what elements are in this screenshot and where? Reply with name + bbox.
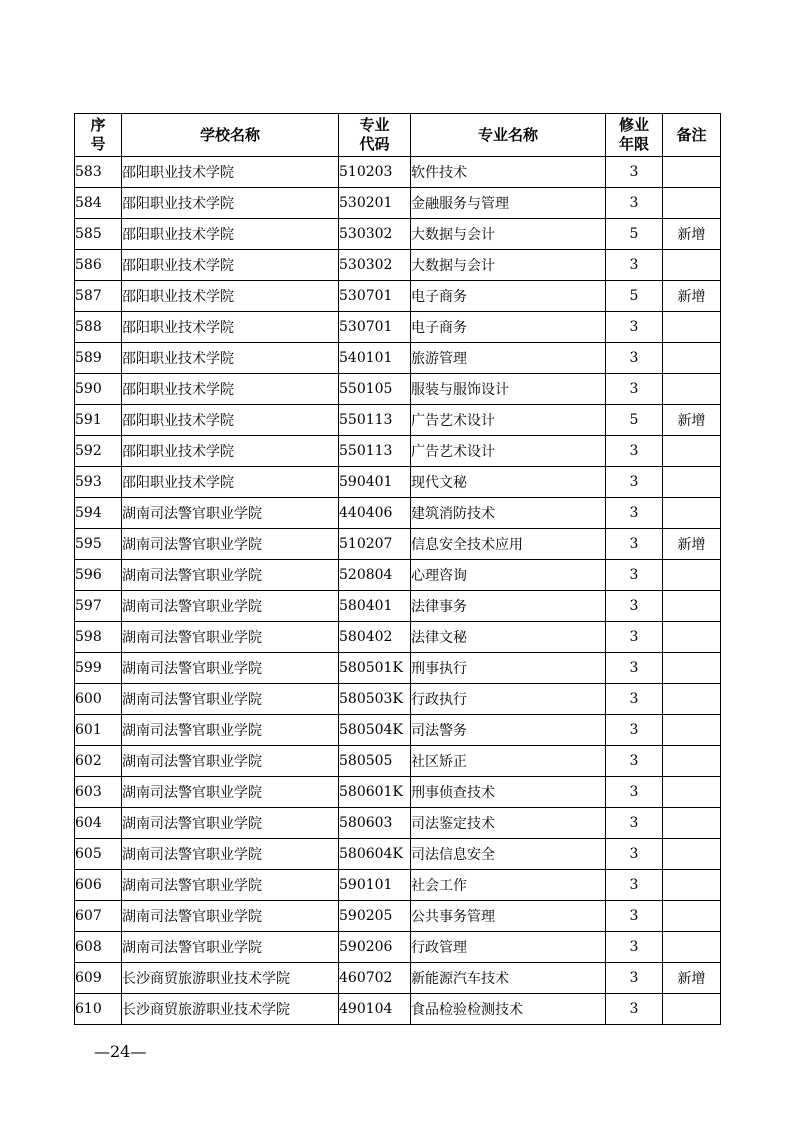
major-code-cell: 580601K	[339, 777, 411, 808]
school-name-cell: 湖南司法警官职业学院	[122, 932, 339, 963]
table-row	[75, 560, 721, 591]
major-code-cell: 550105	[339, 374, 411, 405]
major-code-cell: 580604K	[339, 839, 411, 870]
school-name-cell: 湖南司法警官职业学院	[122, 653, 339, 684]
school-name-cell: 邵阳职业技术学院	[122, 281, 339, 312]
table-row	[75, 157, 721, 188]
serial-number-cell: 601	[75, 715, 122, 746]
serial-number-cell: 600	[75, 684, 122, 715]
major-name-cell: 司法信息安全	[411, 839, 606, 870]
study-years-cell: 3	[606, 746, 663, 777]
study-years-cell: 3	[606, 529, 663, 560]
major-code-cell: 530701	[339, 312, 411, 343]
study-years-cell: 5	[606, 281, 663, 312]
header-major-code: 专业 代码	[339, 114, 411, 157]
remarks-cell	[663, 436, 721, 467]
major-name-cell: 建筑消防技术	[411, 498, 606, 529]
study-years-cell: 3	[606, 374, 663, 405]
remarks-cell	[663, 498, 721, 529]
study-years-cell: 3	[606, 901, 663, 932]
major-code-cell: 550113	[339, 405, 411, 436]
major-code-cell: 520804	[339, 560, 411, 591]
school-name-cell: 湖南司法警官职业学院	[122, 808, 339, 839]
table-row	[75, 312, 721, 343]
major-code-cell: 530701	[339, 281, 411, 312]
table-row	[75, 498, 721, 529]
major-code-cell: 580603	[339, 808, 411, 839]
remarks-cell: 新增	[663, 219, 721, 250]
page-number: —24—	[94, 1042, 147, 1061]
study-years-cell: 3	[606, 777, 663, 808]
serial-number-cell: 590	[75, 374, 122, 405]
major-code-cell: 440406	[339, 498, 411, 529]
study-years-cell: 3	[606, 715, 663, 746]
study-years-cell: 3	[606, 932, 663, 963]
remarks-cell	[663, 653, 721, 684]
major-name-cell: 旅游管理	[411, 343, 606, 374]
program-table	[74, 113, 721, 1025]
major-code-cell: 580501K	[339, 653, 411, 684]
table-row	[75, 808, 721, 839]
major-code-cell: 540101	[339, 343, 411, 374]
remarks-cell	[663, 715, 721, 746]
table-row	[75, 839, 721, 870]
school-name-cell: 长沙商贸旅游职业技术学院	[122, 963, 339, 994]
table-row	[75, 653, 721, 684]
major-name-cell: 广告艺术设计	[411, 405, 606, 436]
table-row	[75, 994, 721, 1025]
study-years-cell: 3	[606, 560, 663, 591]
major-name-cell: 司法鉴定技术	[411, 808, 606, 839]
table-row	[75, 963, 721, 994]
major-name-cell: 金融服务与管理	[411, 188, 606, 219]
serial-number-cell: 584	[75, 188, 122, 219]
table-row	[75, 901, 721, 932]
school-name-cell: 湖南司法警官职业学院	[122, 591, 339, 622]
major-name-cell: 广告艺术设计	[411, 436, 606, 467]
remarks-cell	[663, 994, 721, 1025]
major-name-cell: 社会工作	[411, 870, 606, 901]
serial-number-cell: 594	[75, 498, 122, 529]
serial-number-cell: 599	[75, 653, 122, 684]
serial-number-cell: 609	[75, 963, 122, 994]
major-code-cell: 530201	[339, 188, 411, 219]
school-name-cell: 湖南司法警官职业学院	[122, 715, 339, 746]
remarks-cell	[663, 312, 721, 343]
major-code-cell: 460702	[339, 963, 411, 994]
serial-number-cell: 592	[75, 436, 122, 467]
major-code-cell: 590401	[339, 467, 411, 498]
study-years-cell: 3	[606, 436, 663, 467]
major-name-cell: 大数据与会计	[411, 219, 606, 250]
table-row	[75, 281, 721, 312]
school-name-cell: 湖南司法警官职业学院	[122, 622, 339, 653]
remarks-cell	[663, 157, 721, 188]
school-name-cell: 邵阳职业技术学院	[122, 219, 339, 250]
school-name-cell: 湖南司法警官职业学院	[122, 560, 339, 591]
remarks-cell	[663, 839, 721, 870]
table-row	[75, 467, 721, 498]
serial-number-cell: 604	[75, 808, 122, 839]
header-school-name: 学校名称	[122, 114, 339, 157]
major-code-cell: 490104	[339, 994, 411, 1025]
serial-number-cell: 606	[75, 870, 122, 901]
major-code-cell: 590205	[339, 901, 411, 932]
major-code-cell: 510203	[339, 157, 411, 188]
school-name-cell: 邵阳职业技术学院	[122, 343, 339, 374]
major-name-cell: 软件技术	[411, 157, 606, 188]
school-name-cell: 湖南司法警官职业学院	[122, 870, 339, 901]
school-name-cell: 邵阳职业技术学院	[122, 467, 339, 498]
major-name-cell: 现代文秘	[411, 467, 606, 498]
study-years-cell: 3	[606, 622, 663, 653]
serial-number-cell: 588	[75, 312, 122, 343]
serial-number-cell: 603	[75, 777, 122, 808]
study-years-cell: 3	[606, 312, 663, 343]
serial-number-cell: 605	[75, 839, 122, 870]
serial-number-cell: 602	[75, 746, 122, 777]
school-name-cell: 湖南司法警官职业学院	[122, 746, 339, 777]
major-code-cell: 580505	[339, 746, 411, 777]
school-name-cell: 邵阳职业技术学院	[122, 405, 339, 436]
table-row	[75, 343, 721, 374]
table-row	[75, 250, 721, 281]
header-major-name: 专业名称	[411, 114, 606, 157]
major-name-cell: 公共事务管理	[411, 901, 606, 932]
table-row	[75, 219, 721, 250]
serial-number-cell: 589	[75, 343, 122, 374]
school-name-cell: 邵阳职业技术学院	[122, 188, 339, 219]
remarks-cell: 新增	[663, 405, 721, 436]
serial-number-cell: 607	[75, 901, 122, 932]
school-name-cell: 邵阳职业技术学院	[122, 157, 339, 188]
school-name-cell: 湖南司法警官职业学院	[122, 901, 339, 932]
major-name-cell: 心理咨询	[411, 560, 606, 591]
header-remarks: 备注	[663, 114, 721, 157]
major-name-cell: 刑事执行	[411, 653, 606, 684]
header-serial-number: 序 号	[75, 114, 122, 157]
table-row	[75, 622, 721, 653]
serial-number-cell: 583	[75, 157, 122, 188]
remarks-cell: 新增	[663, 281, 721, 312]
table-row	[75, 436, 721, 467]
study-years-cell: 5	[606, 405, 663, 436]
study-years-cell: 3	[606, 157, 663, 188]
table-row	[75, 188, 721, 219]
study-years-cell: 3	[606, 250, 663, 281]
serial-number-cell: 597	[75, 591, 122, 622]
table-row	[75, 591, 721, 622]
school-name-cell: 长沙商贸旅游职业技术学院	[122, 994, 339, 1025]
major-code-cell: 580504K	[339, 715, 411, 746]
major-code-cell: 580401	[339, 591, 411, 622]
remarks-cell	[663, 684, 721, 715]
major-code-cell: 590101	[339, 870, 411, 901]
serial-number-cell: 591	[75, 405, 122, 436]
major-code-cell: 530302	[339, 250, 411, 281]
serial-number-cell: 608	[75, 932, 122, 963]
major-code-cell: 590206	[339, 932, 411, 963]
remarks-cell	[663, 188, 721, 219]
study-years-cell: 3	[606, 343, 663, 374]
major-name-cell: 法律事务	[411, 591, 606, 622]
serial-number-cell: 593	[75, 467, 122, 498]
major-code-cell: 510207	[339, 529, 411, 560]
study-years-cell: 3	[606, 994, 663, 1025]
major-code-cell: 580503K	[339, 684, 411, 715]
major-name-cell: 司法警务	[411, 715, 606, 746]
study-years-cell: 3	[606, 467, 663, 498]
major-name-cell: 大数据与会计	[411, 250, 606, 281]
study-years-cell: 3	[606, 870, 663, 901]
study-years-cell: 3	[606, 498, 663, 529]
table-row	[75, 932, 721, 963]
school-name-cell: 邵阳职业技术学院	[122, 374, 339, 405]
table-row	[75, 746, 721, 777]
major-name-cell: 法律文秘	[411, 622, 606, 653]
study-years-cell: 3	[606, 839, 663, 870]
table-row	[75, 715, 721, 746]
remarks-cell	[663, 374, 721, 405]
serial-number-cell: 586	[75, 250, 122, 281]
school-name-cell: 湖南司法警官职业学院	[122, 529, 339, 560]
table-row	[75, 529, 721, 560]
table-row	[75, 870, 721, 901]
serial-number-cell: 598	[75, 622, 122, 653]
study-years-cell: 3	[606, 653, 663, 684]
serial-number-cell: 587	[75, 281, 122, 312]
major-name-cell: 服装与服饰设计	[411, 374, 606, 405]
serial-number-cell: 596	[75, 560, 122, 591]
serial-number-cell: 585	[75, 219, 122, 250]
school-name-cell: 湖南司法警官职业学院	[122, 777, 339, 808]
study-years-cell: 5	[606, 219, 663, 250]
table-row	[75, 374, 721, 405]
table-row	[75, 405, 721, 436]
major-code-cell: 580402	[339, 622, 411, 653]
remarks-cell	[663, 560, 721, 591]
school-name-cell: 湖南司法警官职业学院	[122, 684, 339, 715]
remarks-cell: 新增	[663, 529, 721, 560]
major-code-cell: 550113	[339, 436, 411, 467]
study-years-cell: 3	[606, 808, 663, 839]
school-name-cell: 湖南司法警官职业学院	[122, 839, 339, 870]
table-row	[75, 684, 721, 715]
major-name-cell: 新能源汽车技术	[411, 963, 606, 994]
remarks-cell	[663, 901, 721, 932]
major-name-cell: 信息安全技术应用	[411, 529, 606, 560]
major-name-cell: 食品检验检测技术	[411, 994, 606, 1025]
remarks-cell: 新增	[663, 963, 721, 994]
school-name-cell: 邵阳职业技术学院	[122, 250, 339, 281]
major-name-cell: 社区矫正	[411, 746, 606, 777]
major-name-cell: 行政管理	[411, 932, 606, 963]
table-row	[75, 777, 721, 808]
major-name-cell: 电子商务	[411, 312, 606, 343]
study-years-cell: 3	[606, 188, 663, 219]
remarks-cell	[663, 746, 721, 777]
school-name-cell: 邵阳职业技术学院	[122, 436, 339, 467]
school-name-cell: 湖南司法警官职业学院	[122, 498, 339, 529]
serial-number-cell: 610	[75, 994, 122, 1025]
remarks-cell	[663, 777, 721, 808]
table-header-row	[75, 114, 721, 157]
major-name-cell: 电子商务	[411, 281, 606, 312]
header-study-years: 修业 年限	[606, 114, 663, 157]
major-name-cell: 行政执行	[411, 684, 606, 715]
remarks-cell	[663, 932, 721, 963]
school-name-cell: 邵阳职业技术学院	[122, 312, 339, 343]
remarks-cell	[663, 622, 721, 653]
remarks-cell	[663, 250, 721, 281]
remarks-cell	[663, 870, 721, 901]
remarks-cell	[663, 467, 721, 498]
study-years-cell: 3	[606, 963, 663, 994]
study-years-cell: 3	[606, 591, 663, 622]
major-code-cell: 530302	[339, 219, 411, 250]
serial-number-cell: 595	[75, 529, 122, 560]
study-years-cell: 3	[606, 684, 663, 715]
remarks-cell	[663, 591, 721, 622]
major-name-cell: 刑事侦查技术	[411, 777, 606, 808]
remarks-cell	[663, 808, 721, 839]
remarks-cell	[663, 343, 721, 374]
